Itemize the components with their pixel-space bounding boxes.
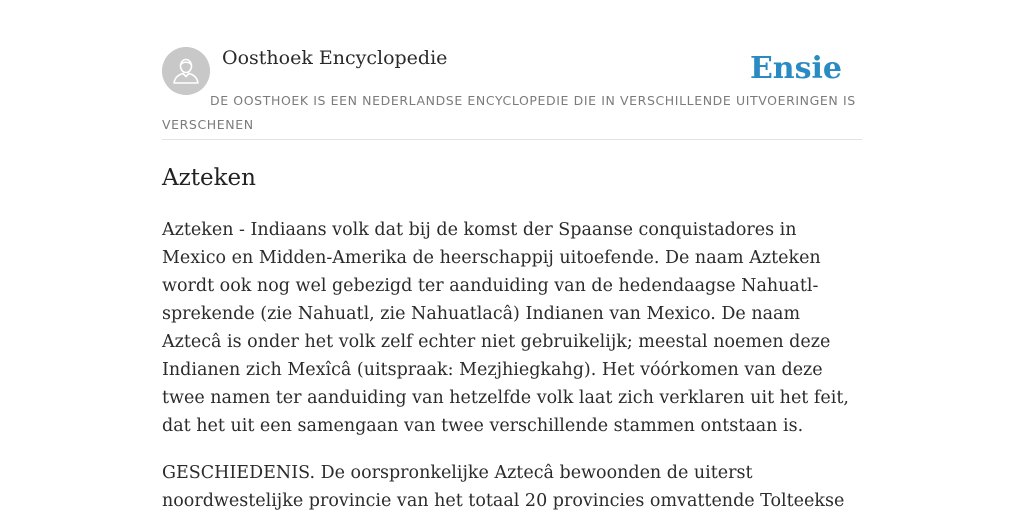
article-title: Azteken (162, 165, 256, 191)
article-paragraph: GESCHIEDENIS. De oorspronkelijke Aztecâ bewoonden de uiterst noordwestelijke provincie van het totaal 20 provincies omvattende Tolteekse (162, 463, 845, 511)
brand-logo[interactable]: Ensie (749, 51, 842, 86)
site-name[interactable]: Oosthoek Encyclopedie (222, 47, 448, 69)
user-icon (162, 47, 210, 95)
site-header (162, 0, 862, 140)
article-paragraph: Azteken - Indiaans volk dat bij de komst der Spaanse conquistadores in Mexico en Midden-Amerika de heerschappij uitoefende. De naam Azteken wordt ook nog wel gebezigd ter aanduiding van de hedendaagse Nahuatl-sprekende (zie Nahuatl, zie Nahuatlacâ) Indianen van Mexico. De naam Aztecâ is onder het volk zelf echter niet gebruikelijk; meestal noemen deze Indianen zich Mexîcâ (uitspraak: Mezjhiegkahg). Het vóórkomen van deze twee namen ter aanduiding van hetzelfde volk laat zich verklaren uit het feit, dat het uit een samengaan van twee verschillende stammen ontstaan is. (162, 220, 849, 436)
avatar[interactable] (162, 47, 210, 95)
site-tagline: DE OOSTHOEK IS EEN NEDERLANDSE ENCYCLOPEDIE DIE IN VERSCHILLENDE UITVOERINGEN IS VERSCHENEN (162, 93, 856, 132)
article-body (162, 216, 862, 512)
content-container (162, 0, 862, 511)
